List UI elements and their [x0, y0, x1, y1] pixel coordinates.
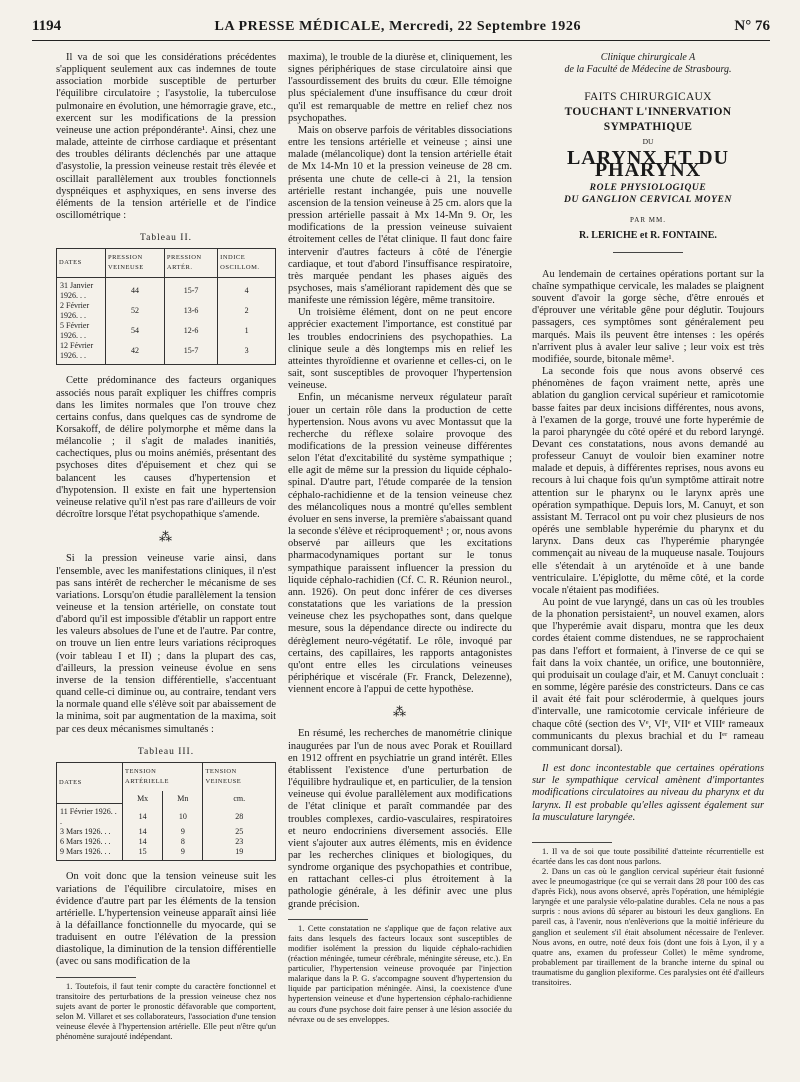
table-cell: 12 Février 1926. . . — [57, 341, 106, 365]
column-left — [56, 52, 276, 1042]
issue-date: Mercredi, 22 Septembre 1926 — [389, 19, 582, 34]
footnote-divider — [532, 842, 612, 843]
table-cell: 19 — [203, 847, 276, 861]
page-number: 1194 — [32, 18, 62, 34]
table-2 — [56, 248, 276, 365]
paragraph: Au point de vue laryngé, dans un cas où les troubles de la phonation persistaient², un nouvel examen, alors que l'hyperémie avait disparu, montra que les deux cordes étaient comme distendues, ne se rapprochaient pas dans l'effort et formaient, à l'inverse de ce qui se fait dans la voix chantée, un orifice, une boutonnière, qui produisait un coulage d'air, et M. Canuyt concluait : en somme, légère parésie des constricteurs. Dans ce cas il avait été fait pour sclérodermie, à quelques jours d'intervalle, une ramicotomie cervicale inférieure de chaque côté (section des Vᵉ, VIᵉ, VIIᵉ et VIIIᵉ rameaux communicants du plexus brachial et du Iᵉʳ rameau communicant dorsal). — [532, 597, 764, 754]
paragraph: Il est donc incontestable que certaines opérations sur le sympathique cervical amènent d'importantes modifications circulatoires au niveau du pharynx et du larynx. Il est probable qu'elles agissent également sur la musculature laryngée. — [532, 763, 764, 823]
table-header: PRESSION VEINEUSE — [105, 249, 164, 278]
paragraph: Il va de soi que les considérations précédentes s'appliquent seulement aux cas indemnes de toute association morbide susceptible de perturber l'équilibre circulatoire ; l'asystolie, la tuberculose pulmonaire en évolution, une hémorragie grave, etc., exercent sur les modifications de la pression veineuse une action prépondérante¹. Ainsi, chez une malade, atteinte de cirrhose cardiaque et présentant des troubles délirants déclenchés par une attaque d'asystolie, la pression veineuse restait très élevée et oscillait parallèlement aux troubles fonctionnels dyspnéiques et asphyxiques, en sens inverse des éléments de la tension artérielle et de l'indice oscillométrique : — [56, 52, 276, 222]
clinic-name: Clinique chirurgicale A — [600, 52, 696, 63]
section-separator: ⁂ — [159, 529, 173, 545]
table-cell: 14 — [123, 804, 163, 828]
table-subheader: Mn — [163, 791, 203, 804]
table-cell: 2 — [218, 301, 276, 321]
paragraph: On voit donc que la tension veineuse suit les variations de l'équilibre circulatoire, mises en évidence d'autre part par les éléments de la tension artérielle. L'hypertension veineuse apparaît ainsi liée à la défaillance fonctionnelle du myocarde, qui se traduisent en outre l'élévation de la pression diastolique, la diminution de la tension différentielle (avec ou sans modification de la — [56, 871, 276, 968]
table-cell: 14 — [123, 837, 163, 847]
paragraph: Un troisième élément, dont on ne peut encore apprécier exactement l'importance, est constitué par les troubles endocriniens des psychopathies. La clinique seule a dès longtemps mis en relief les atteintes thyroïdienne et ovarienne et celles-ci, on le sait, sont susceptibles de provoquer l'hypertension veineuse. — [288, 307, 512, 392]
paragraph: Enfin, un mécanisme nerveux régulateur paraît jouer un certain rôle dans la production de cette hypertension. Nous avons vu avec Montassut que la recherche du réflexe solaire provoque des modifications de la pression veineuse différentes selon l'état d'excitabilité du système sympathique ; elle agit de même sur la pression du liquide céphalo-spinal. D'autre part, l'étude comparée de la tension céphalo-rachidienne et de la tension veineuse chez des mélancoliques nous a montré qu'elles semblent évoluer en sens inverse, la première s'abaissant quand la seconde s'élève et réciproquement¹ ; or, nous avons observé par ailleurs que les excitations pharmacodynamiques portant sur le tonus sympathique paraissent influencer la pression du liquide céphalo-rachidien (Cf. C. R. Réunion neurol., ann. 1926). On peut donc inférer de ces diverses constatations que les variations de la pression veineuse chez les psychopathes sont, dans quelque mesure, sous la dépendance directe ou indirecte du dérèglement neuro-végétatif. Le rôle, invoqué par certains, des capillaires, les rapports antagonistes qu'ont entre elles les circulations veineuses périphérique et viscérale (Fr. Franck, Delezenne), viennent encore à l'appui de cette hypothèse. — [288, 392, 512, 696]
table-row — [57, 278, 276, 302]
table-cell: 42 — [105, 341, 164, 365]
journal-title — [215, 19, 582, 40]
table-subheader: cm. — [203, 791, 276, 804]
table-cell: 54 — [105, 321, 164, 341]
table-cell: 15-7 — [164, 341, 217, 365]
article-main-title: LARYNX ET DU PHARYNX — [566, 147, 730, 182]
table-cell: 52 — [105, 301, 164, 321]
article-title-line: DU — [642, 137, 654, 146]
footnote-divider — [288, 919, 368, 920]
footnote-divider — [56, 977, 136, 978]
table-cell: 6 Mars 1926. . . — [57, 837, 123, 847]
table-subheader: Mx — [123, 791, 163, 804]
footnote: 1. Il va de soi que toute possibilité d'atteinte récurrentielle est écartée dans les cas dont nous parlons. — [532, 846, 764, 866]
table-cell: 31 Janvier 1926. . . — [57, 278, 106, 302]
paragraph: La seconde fois que nous avons observé ces phénomènes de façon vraiment nette, après une ablation du ganglion cervical supérieur et ramicotomie basse faites par deux incisions différentes, nous avons, à l'examen de la gorge, trouvé une forte hyperémie de la paroi pharyngée du côté opéré et du rebord laryngé. Devant ces constatations, nous avons demandé au professeur Canuyt de vouloir bien examiner notre malade et depuis, à différentes reprises, nous avons eu recours à lui chaque fois qu'un symptôme attirait notre attention sur le pharynx ou le larynx après une opération sympathique. Depuis lors, M. Canuyt, et son assistant M. Terracol ont pu voir chez plusieurs de nos opérés une semblable hyperémie du pharynx et du larynx. Dans deux cas l'hyperémie pharyngée commençait au niveau de la muqueuse nasale. Toujours elle s'étendait à un aryténoïde et à une bande ventriculaire. L'épiglotte, du même côté, et la corde vocale n'étaient pas modifiées. — [532, 366, 764, 596]
column-middle — [288, 52, 512, 1025]
table-header: DATES — [57, 249, 106, 278]
table-cell: 9 — [163, 847, 203, 861]
paragraph: Au lendemain de certaines opérations portant sur la chaîne sympathique cervicale, les malades se plaignent souvent d'avoir la gorge sèche, d'être enroués et d'éprouver une véritable gêne pour déglutir. Toujours passagers, ces symptômes sont généralement peu marqués. Mais ils peuvent être intenses : les opérés n'arrivent plus à avaler leur salive ; leur voix est très modifiée, sourde, bitonale même¹. — [532, 268, 764, 365]
table-cell: 11 Février 1926. . . — [57, 804, 123, 828]
table-cell: 13-6 — [164, 301, 217, 321]
column-right — [532, 52, 764, 988]
section-separator: ⁂ — [393, 704, 407, 720]
page-header — [32, 14, 770, 41]
footnote: 1. Toutefois, il faut tenir compte du caractère fonctionnel et transitoire des perturbations de la pression veineuse chez nos sujets avant de porter le pronostic défavorable que comportent, selon M. Villaret et ses collaborateurs, l'association d'une tension veineuse élevée à l'hypertension artérielle. Elle peut n'être qu'un phénomène surajouté indépendant. — [56, 981, 276, 1042]
table-cell: 15-7 — [164, 278, 217, 302]
footnote: 1. Cette constatation ne s'applique que de façon relative aux faits dans lesquels des facteurs locaux sont susceptibles de modifier isolément la pression du liquide céphalo-rachidien (réaction méningée, tumeur cérébrale, méningite séreuse, etc.). En particulier, l'hypertension veineuse provoquée par l'injection malarique dans la P. G. s'accompagne souvent d'hypertension du liquide par participation méningée. Ainsi, la coexistence d'une hypertension veineuse et d'une hypertension céphalo-rachidienne au cours d'une psychose doit faire penser à une lésion associée du névraxe ou de ses enveloppes. — [288, 923, 512, 1024]
table-row — [57, 341, 276, 365]
table-cell: 3 Mars 1926. . . — [57, 827, 123, 837]
article-subtitle: DU GANGLION CERVICAL MOYEN — [564, 195, 732, 206]
footnote: 2. Dans un cas où le ganglion cervical supérieur était fusionné avec le pneumogastrique (ce qui se verrait dans 28 pour 100 des cas d'après Fick), nous avons observé, après l'opération, une hémiplégie laryngée et une paralysie vélo-palatine durables. Cela ne nous a pas surpris : nous avions dû séparer au bistouri les deux ganglions. En pareil cas, à l'avenir, nous n'enlèverions que la moitié inférieure du ganglion et seulement s'il était absolument nécessaire de l'enlever. Nous avons, en outre, noté deux fois (dont une fois à Lyon, il y a quatre ans, examen du professeur Collet) le même syndrome, probablement par tiraillement de la branche interne du spinal ou traumatisme du ganglion plexiforme. Ces paralysies ont été d'ailleurs transitoires. — [532, 867, 764, 988]
table-header: INDICE OSCILLOM. — [218, 249, 276, 278]
table-row — [57, 301, 276, 321]
table-row — [57, 321, 276, 341]
table-row — [57, 847, 276, 861]
table-cell: 8 — [163, 837, 203, 847]
table-cell: 28 — [203, 804, 276, 828]
paragraph: Cette prédominance des facteurs organiques associés nous paraît expliquer les chiffres compris dans les limites normales que l'on trouve chez certains confus, dans quelques cas de syndrome de Korsakoff, de délire polymorphe et même dans la mélancolie ; il s'agit de malades inanitiés, cachectiques, plus ou moins anémiés, présentant des psychoses dites d'épuisement et chez qui se balancent les causes d'hypertension et d'hypotension. Il existe en fait une hypertension veineuse relative qu'il n'est pas rare d'ailleurs de voir décroître lorsque l'état psychopathique s'amende. — [56, 375, 276, 521]
table-header: TENSION ARTÉRIELLE — [123, 762, 203, 791]
table-header: TENSION VEINEUSE — [203, 762, 276, 791]
table-cell: 1 — [218, 321, 276, 341]
table-cell: 5 Février 1926. . . — [57, 321, 106, 341]
table-cell: 9 — [163, 827, 203, 837]
paragraph: Si la pression veineuse varie ainsi, dans l'ensemble, avec les manifestations cliniques, il n'est pas sans intérêt de rechercher le mécanisme de ses variations. Lorsqu'on étudie parallèlement la tension veineuse et la tension artérielle, on constate tout d'abord qu'il est impossible d'établir un rapport entre les valeurs absolues de l'une et de l'autre. Par contre, on trouve un lien entre leurs variations réciproques (voir tableau I et II) ; dans la plupart des cas, d'ailleurs, la pression veineuse évolue en sens inverse de la tension différentielle, s'accentuant quand celle-ci diminue ou, au contraire, tendant vers la normale quand elle s'élève soit par abaissement de la minima, soit par augmentation de la maxima, soit par ces deux mécanismes simultanés : — [56, 553, 276, 735]
journal-name: LA PRESSE MÉDICALE, — [214, 19, 386, 34]
article-subtitle: ROLE PHYSIOLOGIQUE — [589, 183, 707, 194]
table-2-title: Tableau II. — [139, 233, 192, 244]
table-row — [57, 837, 276, 847]
table-cell: 44 — [105, 278, 164, 302]
table-cell: 23 — [203, 837, 276, 847]
byline-prefix: PAR MM. — [630, 216, 666, 225]
table-3 — [56, 762, 276, 862]
table-cell: 4 — [218, 278, 276, 302]
paragraph: maxima), le trouble de la diurèse et, cliniquement, les signes périphériques de stase circulatoire ainsi que l'assourdissement des bruits du cœur. Elle témoigne plus spécialement d'une insuffisance du cœur droit qu'il est remarquable de mettre en relief chez nos psychopathes. — [288, 52, 512, 124]
paragraph: En résumé, les recherches de manométrie clinique inaugurées par l'un de nous avec Porak et Rouillard en 1912 offrent en psychiatrie un grand intérêt. Elles établissent l'existence d'une perturbation de l'équilibre hydraulique et, en particulier, de la tension veineuse qui évolue parallèlement aux modifications de l'état clinique et paraît commandée par des troubles complexes, cardio-vasculaires, respiratoires et neuro endocriniens diversement associés. Elle vient s'ajouter aux autres éléments, mis en évidence par les recherches cliniques et biologiques, du syndrome organique des psychopathies et contribue, en rattachant celles-ci plus étroitement à la pathologie générale, à les définir avec une plus grande précision. — [288, 728, 512, 910]
article-title-line: FAITS CHIRURGICAUX — [584, 91, 712, 103]
table-cell: 3 — [218, 341, 276, 365]
paragraph: Mais on observe parfois de véritables dissociations entre les tensions artérielle et veineuse ; ainsi une malade (mélancolique) dont la tension artérielle était de Mx 14-Mn 10 et la pression veineuse de 28 cm. présenta une chute de celle-ci à 21, la tension artérielle restant inchangée, puis une nouvelle ascension de la tension veineuse à 25 cm. alors que la pression artérielle passait à Mx 14-Mn 9. Or, les modifications de la pression veineuse suivaient étroitement celles de l'état clinique. Il faut donc faire intervenir d'autres facteurs à côté de l'énergie cardiaque, et tout d'abord l'insuffisance respiratoire, très marquée pendant les phases aiguës des psychoses, mais s'améliorant rapidement dès que se manifeste une rémission légère, même transitoire. — [288, 124, 512, 307]
table-cell: 14 — [123, 827, 163, 837]
faculty-name: de la Faculté de Médecine de Strasbourg. — [564, 64, 732, 75]
issue-number: N° 76 — [734, 18, 770, 34]
table-row — [57, 827, 276, 837]
article-authors: R. LERICHE et R. FONTAINE. — [579, 229, 717, 241]
table-cell: 15 — [123, 847, 163, 861]
article-title-line: TOUCHANT L'INNERVATION SYMPATHIQUE — [564, 106, 732, 133]
table-cell: 9 Mars 1926. . . — [57, 847, 123, 861]
table-cell: 25 — [203, 827, 276, 837]
title-divider — [613, 252, 683, 253]
table-3-title: Tableau III. — [137, 746, 195, 757]
table-cell: 10 — [163, 804, 203, 828]
clinic-affiliation — [532, 52, 764, 76]
table-header: PRESSION ARTÉR. — [164, 249, 217, 278]
table-row — [57, 804, 276, 828]
table-cell: 2 Février 1926. . . — [57, 301, 106, 321]
table-cell: 12-6 — [164, 321, 217, 341]
table-header: DATES — [57, 762, 123, 804]
